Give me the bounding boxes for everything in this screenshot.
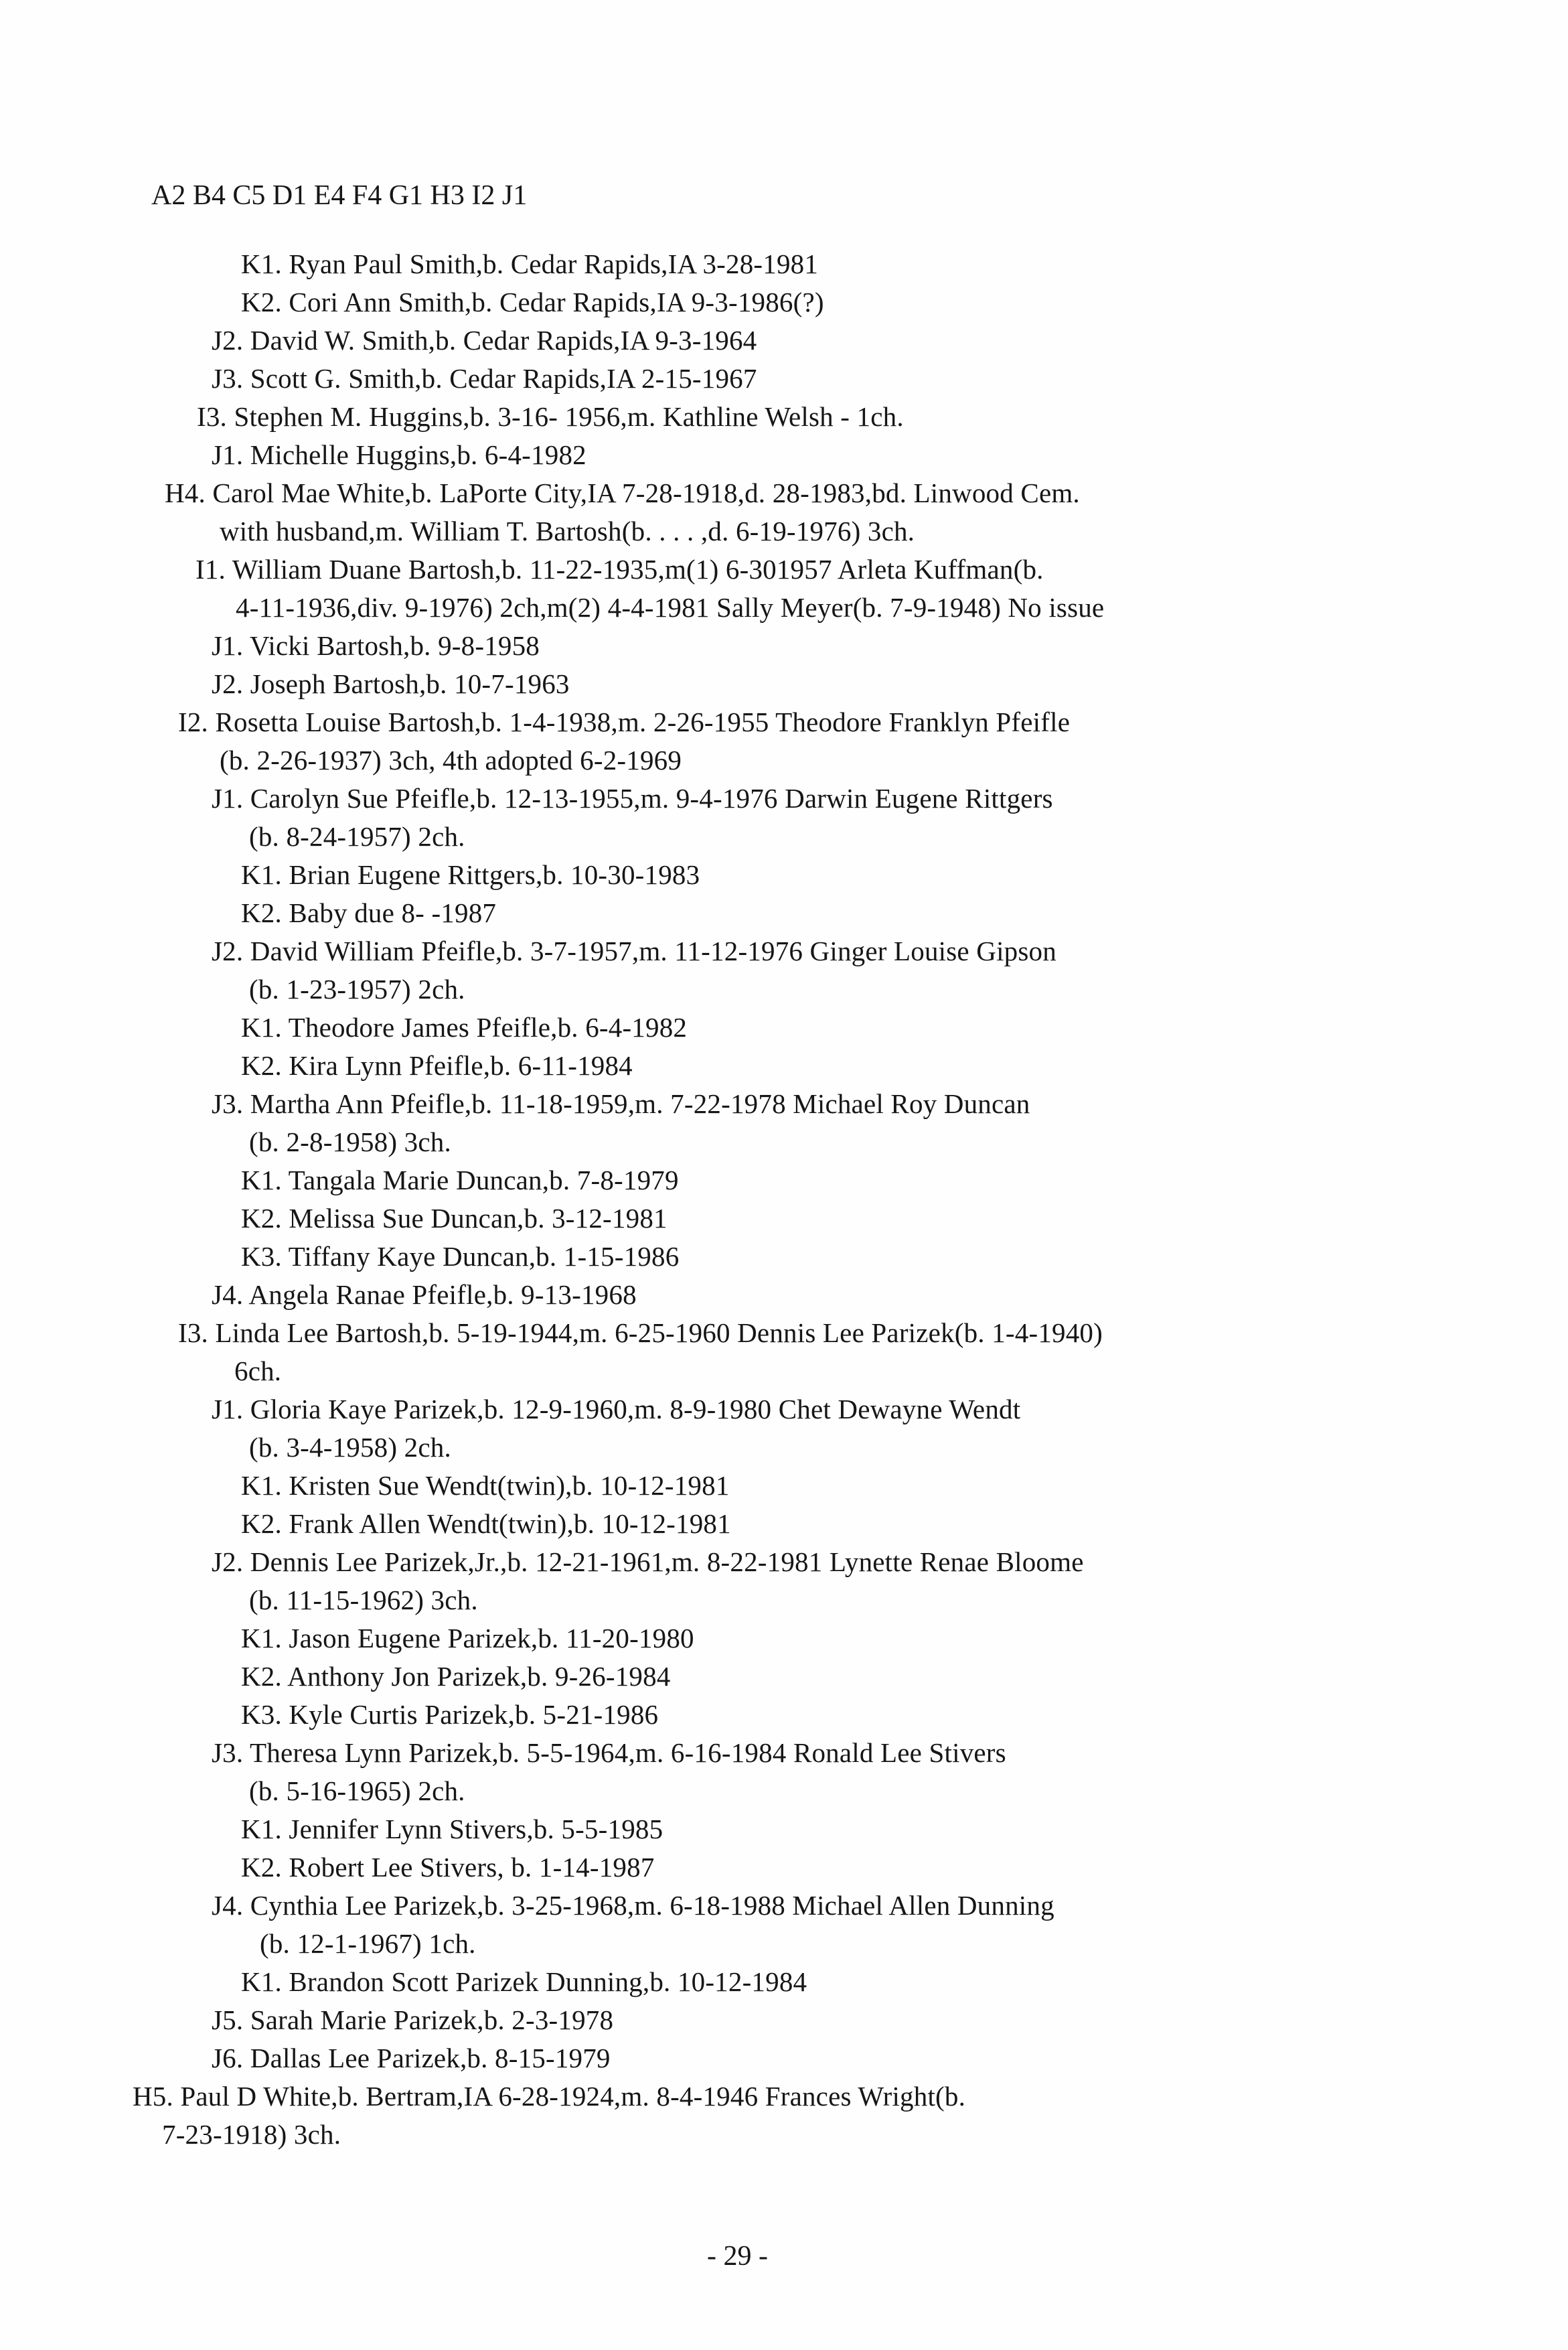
entry-line: J2. David W. Smith,b. Cedar Rapids,IA 9-3-1964	[212, 325, 757, 356]
entry-line: K1. Theodore James Pfeifle,b. 6-4-1982	[241, 1012, 688, 1043]
entry-line: K2. Kira Lynn Pfeifle,b. 6-11-1984	[241, 1050, 633, 1081]
page-number: - 29 -	[707, 2241, 768, 2272]
entry-line: J4. Angela Ranae Pfeifle,b. 9-13-1968	[212, 1279, 637, 1310]
entry-line: J3. Scott G. Smith,b. Cedar Rapids,IA 2-15-1967	[212, 363, 757, 394]
entry-line: K1. Ryan Paul Smith,b. Cedar Rapids,IA 3-28-1981	[241, 248, 819, 279]
entry-line: K1. Jennifer Lynn Stivers,b. 5-5-1985	[241, 1814, 663, 1844]
entry-line: (b. 5-16-1965) 2ch.	[249, 1775, 465, 1806]
entry-line: K2. Anthony Jon Parizek,b. 9-26-1984	[241, 1661, 671, 1692]
entry-line: I2. Rosetta Louise Bartosh,b. 1-4-1938,m. 2-26-1955 Theodore Franklyn Pfeifle	[178, 707, 1071, 737]
entry-line: J5. Sarah Marie Parizek,b. 2-3-1978	[212, 2004, 614, 2035]
entry-line: J2. Joseph Bartosh,b. 10-7-1963	[212, 668, 570, 699]
entry-line: (b. 11-15-1962) 3ch.	[249, 1585, 478, 1615]
entry-line: K2. Robert Lee Stivers, b. 1-14-1987	[241, 1852, 655, 1883]
entry-line: J1. Gloria Kaye Parizek,b. 12-9-1960,m. 8-9-1980 Chet Dewayne Wendt	[212, 1394, 1021, 1424]
entry-line: (b. 8-24-1957) 2ch.	[249, 821, 465, 852]
entry-line: I3. Linda Lee Bartosh,b. 5-19-1944,m. 6-25-1960 Dennis Lee Parizek(b. 1-4-1940)	[178, 1317, 1103, 1348]
entry-line: I1. William Duane Bartosh,b. 11-22-1935,m(1) 6-301957 Arleta Kuffman(b.	[195, 554, 1044, 585]
entry-line: (b. 3-4-1958) 2ch.	[249, 1432, 451, 1463]
entry-line: K3. Tiffany Kaye Duncan,b. 1-15-1986	[241, 1241, 680, 1272]
entry-line: J1. Vicki Bartosh,b. 9-8-1958	[212, 630, 540, 661]
entry-line: J3. Theresa Lynn Parizek,b. 5-5-1964,m. 6-16-1984 Ronald Lee Stivers	[212, 1737, 1006, 1768]
entry-line: H4. Carol Mae White,b. LaPorte City,IA 7-28-1918,d. 28-1983,bd. Linwood Cem.	[165, 478, 1080, 508]
entry-line: K1. Tangala Marie Duncan,b. 7-8-1979	[241, 1165, 679, 1195]
entry-line: J2. Dennis Lee Parizek,Jr.,b. 12-21-1961,m. 8-22-1981 Lynette Renae Bloome	[212, 1546, 1084, 1577]
entry-line: K3. Kyle Curtis Parizek,b. 5-21-1986	[241, 1699, 659, 1730]
entry-line: J4. Cynthia Lee Parizek,b. 3-25-1968,m. 6-18-1988 Michael Allen Dunning	[212, 1890, 1054, 1921]
entry-line: (b. 12-1-1967) 1ch.	[260, 1928, 476, 1959]
lineage-header: A2 B4 C5 D1 E4 F4 G1 H3 I2 J1	[151, 180, 528, 211]
entry-line: K1. Kristen Sue Wendt(twin),b. 10-12-1981	[241, 1470, 730, 1501]
entry-line: K1. Brian Eugene Rittgers,b. 10-30-1983	[241, 859, 700, 890]
entry-line: K2. Melissa Sue Duncan,b. 3-12-1981	[241, 1203, 668, 1234]
entry-line: J2. David William Pfeifle,b. 3-7-1957,m. 11-12-1976 Ginger Louise Gipson	[212, 936, 1056, 966]
entry-line: K2. Frank Allen Wendt(twin),b. 10-12-1981	[241, 1508, 731, 1539]
entry-line: 6ch.	[234, 1355, 282, 1386]
entry-line: K2. Baby due 8- -1987	[241, 897, 497, 928]
entry-line: K1. Brandon Scott Parizek Dunning,b. 10-12-1984	[241, 1966, 807, 1997]
entry-line: (b. 1-23-1957) 2ch.	[249, 974, 465, 1005]
entry-line: K2. Cori Ann Smith,b. Cedar Rapids,IA 9-3-1986(?)	[241, 287, 824, 317]
entry-line: 4-11-1936,div. 9-1976) 2ch,m(2) 4-4-1981 Sally Meyer(b. 7-9-1948) No issue	[236, 592, 1105, 623]
entry-line: H5. Paul D White,b. Bertram,IA 6-28-1924,m. 8-4-1946 Frances Wright(b.	[133, 2081, 966, 2112]
entry-line: K1. Jason Eugene Parizek,b. 11-20-1980	[241, 1623, 694, 1654]
entry-line: (b. 2-26-1937) 3ch, 4th adopted 6-2-1969	[220, 745, 682, 776]
entry-line: J1. Michelle Huggins,b. 6-4-1982	[212, 439, 586, 470]
entry-line: J6. Dallas Lee Parizek,b. 8-15-1979	[212, 2043, 611, 2073]
entry-line: I3. Stephen M. Huggins,b. 3-16- 1956,m. Kathline Welsh - 1ch.	[197, 401, 904, 432]
entry-line: (b. 2-8-1958) 3ch.	[249, 1126, 451, 1157]
entry-line: with husband,m. William T. Bartosh(b. . . . ,d. 6-19-1976) 3ch.	[220, 516, 915, 546]
entry-line: J1. Carolyn Sue Pfeifle,b. 12-13-1955,m. 9-4-1976 Darwin Eugene Rittgers	[212, 783, 1053, 814]
entry-line: J3. Martha Ann Pfeifle,b. 11-18-1959,m. 7-22-1978 Michael Roy Duncan	[212, 1088, 1030, 1119]
entry-line: 7-23-1918) 3ch.	[162, 2119, 341, 2150]
